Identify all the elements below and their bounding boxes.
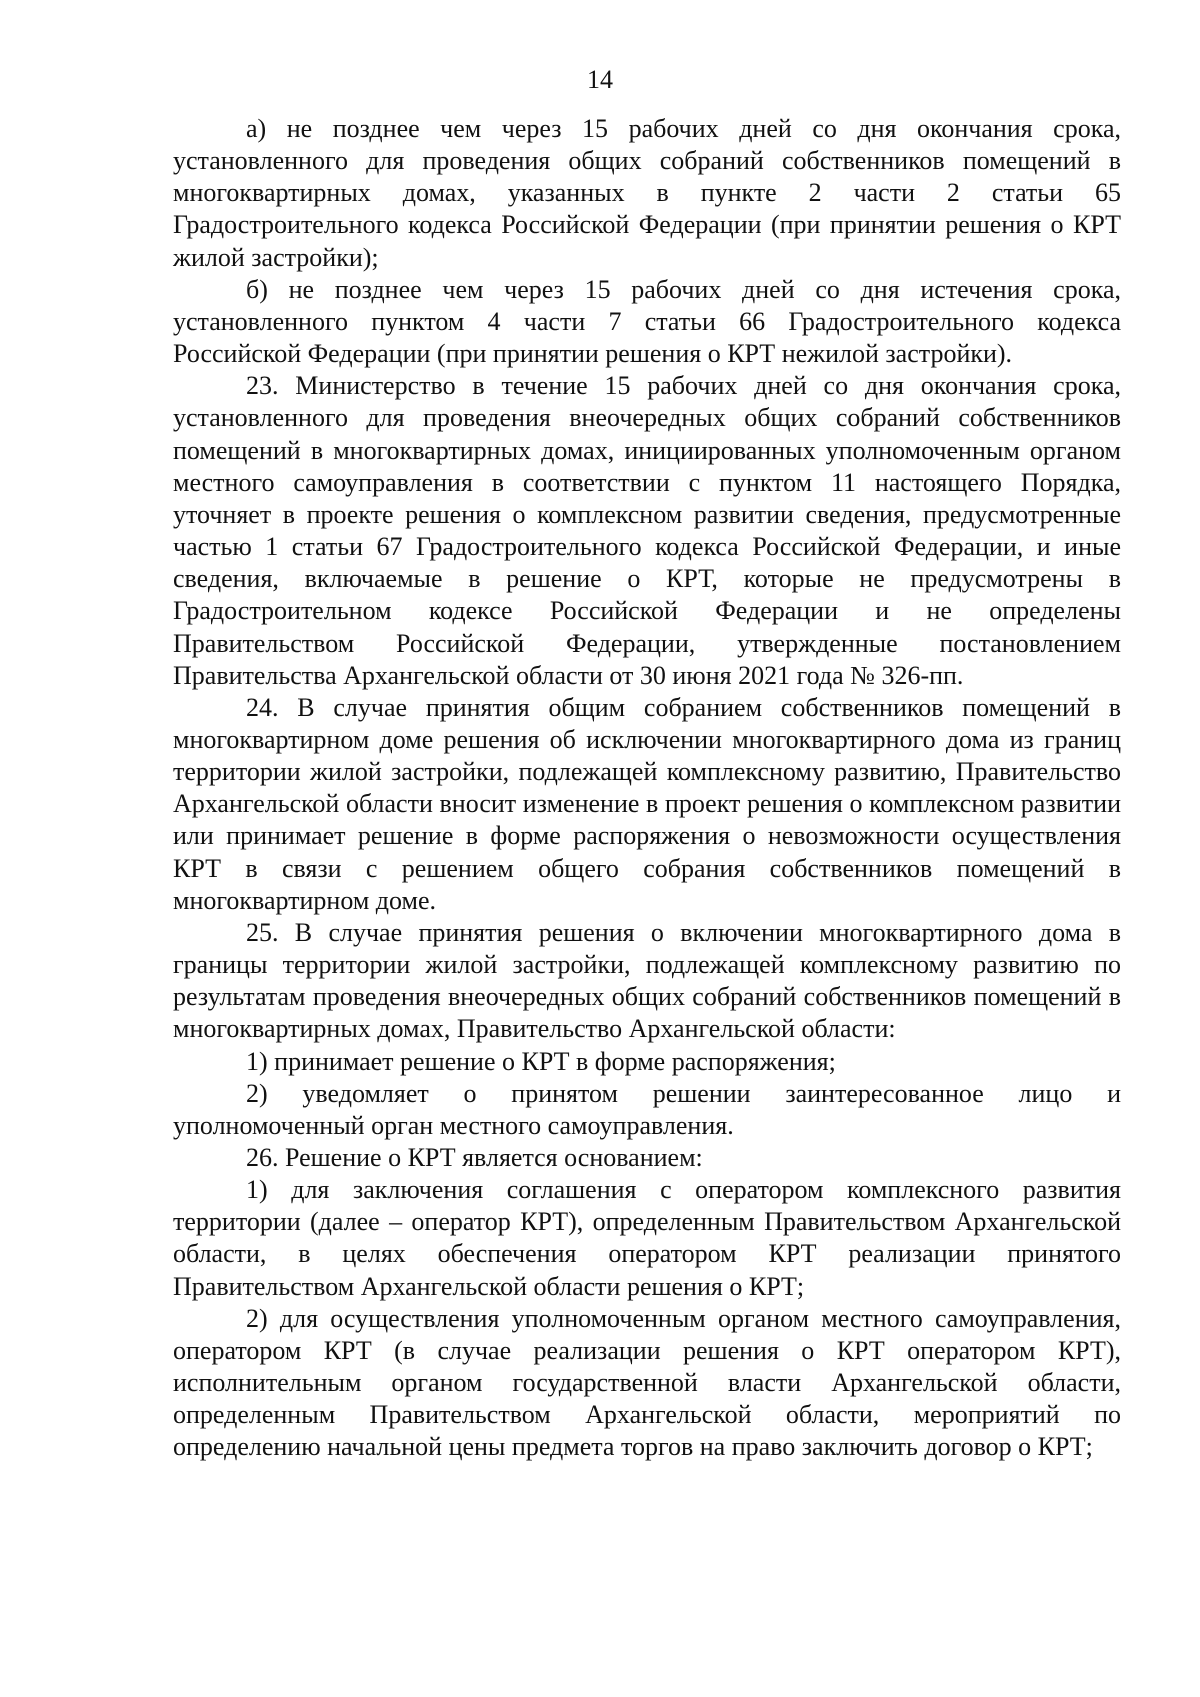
- paragraph-26: 26. Решение о КРТ является основанием:: [246, 1143, 703, 1172]
- paragraph-25-item-2: 2) уведомляет о принятом решении заинтересованное лицо и уполномоченный орган местного самоуправления.: [173, 1078, 1121, 1140]
- paragraph-25-item-1: 1) принимает решение о КРТ в форме распоряжения;: [246, 1046, 836, 1076]
- paragraph-26-item-1: 1) для заключения соглашения с оператором комплексного развития территории (далее – оператор КРТ), определенным Правительством Архангельской области, в целях обеспечения оператором КРТ реализации принятого Правительством Архангельской области решения о КРТ;: [173, 1175, 1121, 1301]
- paragraph-26-item-2: 2) для осуществления уполномоченным органом местного самоуправления, оператором КРТ (в случае реализации решения о КРТ оператором КРТ), исполнительным органом государственной власти Архангельской области, определенным Правительством Архангельской области, мероприятий по определению начальной цены предмета торгов на право заключить договор о КРТ;: [173, 1303, 1121, 1462]
- paragraph-b: б) не позднее чем через 15 рабочих дней со дня истечения срока, установленного пунктом 4 части 7 статьи 66 Градостроительного кодекса Российской Федерации (при принятии решения о КРТ нежилой застройки).: [173, 274, 1121, 369]
- paragraph-25: 25. В случае принятия решения о включении многоквартирного дома в границы территории жилой застройки, подлежащей комплексному развитию по результатам проведения внеочередных общих собраний собственников помещений в многоквартирных домах, Правительство Архангельской области:: [173, 917, 1121, 1044]
- document-body: [173, 113, 1121, 1464]
- paragraph-24: 24. В случае принятия общим собранием собственников помещений в многоквартирном доме решения об исключении многоквартирного дома из границ территории жилой застройки, подлежащей комплексному развитию, Правительство Архангельской области вносит изменение в проект решения о комплексном развитии или принимает решение в форме распоряжения о невозможности осуществления КРТ в связи с решением общего собрания собственников помещений в многоквартирном доме.: [173, 692, 1121, 915]
- paragraph-a: а) не позднее чем через 15 рабочих дней со дня окончания срока, установленного для проведения общих собраний собственников помещений в многоквартирных домах, указанных в пункте 2 части 2 статьи 65 Градостроительного кодекса Российской Федерации (при принятии решения о КРТ жилой застройки);: [173, 114, 1121, 272]
- paragraph-23: 23. Министерство в течение 15 рабочих дней со дня окончания срока, установленного для проведения внеочередных общих собраний собственников помещений в многоквартирных домах, инициированных уполномоченным органом местного самоуправления в соответствии с пунктом 11 настоящего Порядка, уточняет в проекте решения о комплексном развитии сведения, предусмотренные частью 1 статьи 67 Градостроительного кодекса Российской Федерации, и иные сведения, включаемые в решение о КРТ, которые не предусмотрены в Градостроительном кодексе Российской Федерации и не определены Правительством Российской Федерации, утвержденные постановлением Правительства Архангельской области от 30 июня 2021 года № 326-пп.: [173, 371, 1121, 690]
- page-number: 14: [587, 65, 613, 94]
